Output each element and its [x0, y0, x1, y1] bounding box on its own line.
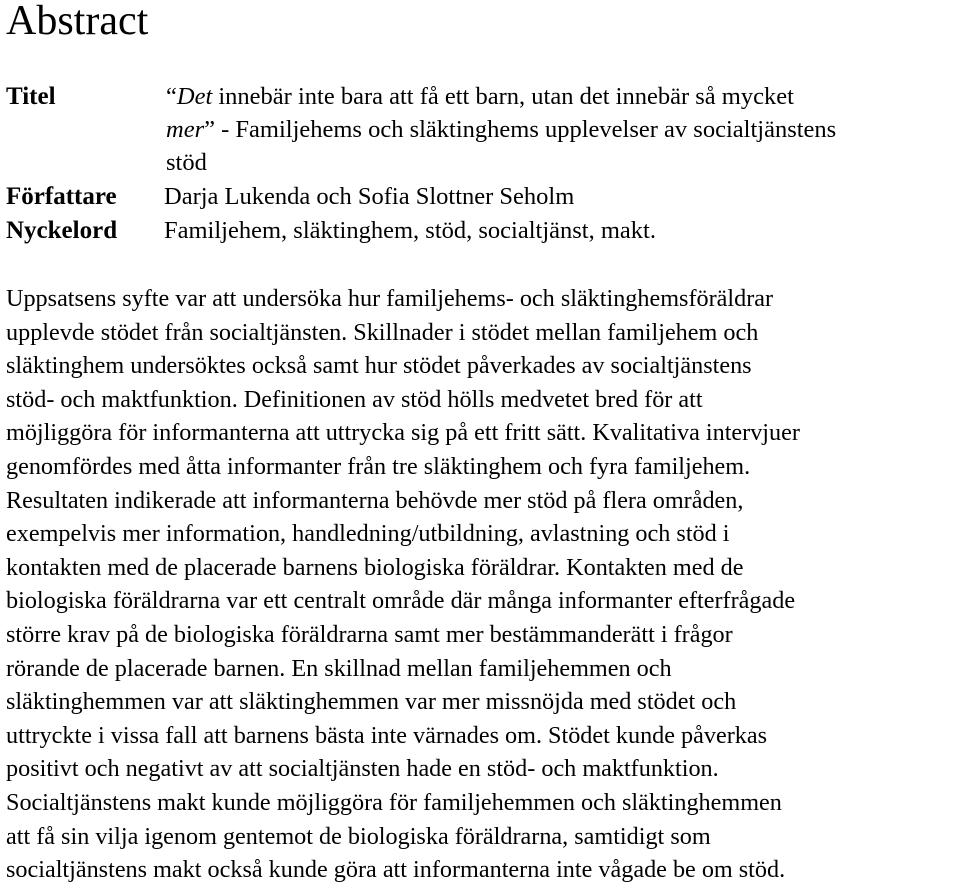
title-line-2-text: - Familjehems och släktinghems upplevelser av socialtjänstens	[214, 116, 837, 143]
abstract-line: genomfördes med åtta informanter från tre släktinghem och fyra familjehem.	[6, 452, 751, 480]
abstract-line: biologiska föräldrarna var ett centralt område där många informanter efterfrågade	[6, 587, 796, 615]
abstract-body	[6, 282, 956, 887]
author-label: Författare	[6, 183, 117, 210]
abstract-line: större krav på de biologiska föräldrarna samt mer bestämmanderätt i frågor	[6, 620, 733, 648]
abstract-line: Socialtjänstens makt kunde möjliggöra för familjehemmen och släktinghemmen	[6, 788, 782, 816]
abstract-line: släktinghem undersöktes också samt hur stödet påverkades av socialtjänstens	[6, 352, 752, 380]
abstract-line: att få sin vilja igenom gentemot de biologiska föräldrarna, samtidigt som	[6, 822, 711, 850]
title-italic-det: Det	[176, 83, 213, 110]
abstract-line: Uppsatsens syfte var att undersöka hur familjehems- och släktinghemsföräldrar	[6, 285, 774, 312]
abstract-line: Resultaten indikerade att informanterna behövde mer stöd på flera områden,	[6, 486, 744, 514]
abstract-line: exempelvis mer information, handledning/utbildning, avlastning och stöd i	[6, 520, 730, 548]
keywords-label: Nyckelord	[6, 217, 118, 244]
abstract-line: möjliggöra för informanterna att uttrycka sig på ett fritt sätt. Kvalitativa intervjuer	[6, 419, 800, 447]
abstract-line: stöd- och maktfunktion. Definitionen av stöd hölls medvetet bred för att	[6, 385, 703, 413]
title-line-1: “Det innebär inte bara att få ett barn, utan det innebär så mycket	[166, 83, 794, 110]
page-title: Abstract	[6, 0, 149, 44]
abstract-line: socialtjänstens makt också kunde göra att informanterna inte vågade be om stöd.	[6, 856, 786, 884]
abstract-line: uttryckte i vissa fall att barnens bästa inte värnades om. Stödet kunde påverkas	[6, 721, 768, 749]
title-line-1-text: innebär inte bara att få ett barn, utan det innebär så mycket	[212, 83, 794, 110]
title-line-2: mer” - Familjehems och släktinghems upplevelser av socialtjänstens	[166, 116, 837, 143]
title-label: Titel	[6, 83, 56, 110]
abstract-line: upplevde stödet från socialtjänsten. Skillnader i stödet mellan familjehem och	[6, 318, 759, 346]
title-italic-mer: mer	[166, 116, 205, 143]
abstract-line: rörande de placerade barnen. En skillnad mellan familjehemmen och	[6, 654, 672, 682]
abstract-line: positivt och negativt av att socialtjänsten hade en stöd- och maktfunktion.	[6, 755, 719, 783]
keywords-value: Familjehem, släktinghem, stöd, socialtjänst, makt.	[164, 217, 656, 244]
title-value	[166, 80, 936, 179]
title-line-3: stöd	[166, 149, 207, 176]
abstract-line: kontakten med de placerade barnens biologiska föräldrar. Kontakten med de	[6, 553, 744, 581]
abstract-line: släktinghemmen var att släktinghemmen var mer missnöjda med stödet och	[6, 688, 737, 716]
author-value: Darja Lukenda och Sofia Slottner Seholm	[164, 183, 575, 210]
